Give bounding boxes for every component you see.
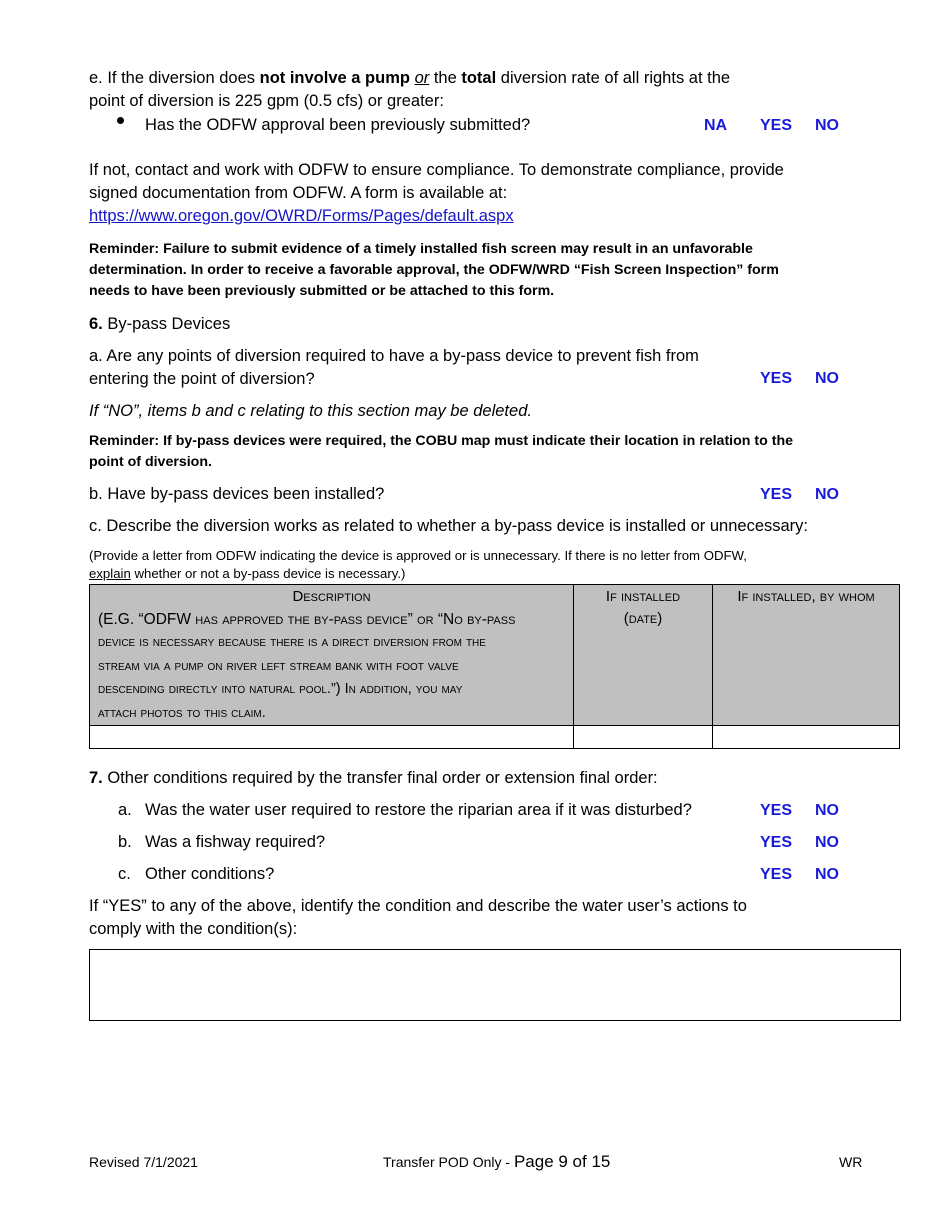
instruction-line1: (Provide a letter from ODFW indicating the device is approved or is unnecessary. If there is no letter from ODFW, [89, 548, 747, 563]
reminder-e-line3: needs to have been previously submitted or be attached to this form. [89, 283, 555, 299]
q7a-yes[interactable]: YES [760, 802, 793, 819]
reminder-e-line2: determination. In order to receive a favorable approval, the ODFW/WRD “Fish Screen Inspection” form [89, 262, 779, 278]
reminder-e-line1: Reminder: Failure to submit evidence of a timely installed fish screen may result in an unfavorable [89, 241, 753, 257]
bold-total: total [461, 69, 497, 87]
description-cell[interactable] [90, 726, 574, 749]
explain-underlined: explain [89, 566, 131, 581]
q7a-letter: a. [118, 801, 132, 819]
description-example-line3: stream via a pump on river left stream bank with foot valve [98, 657, 459, 674]
section6-note: If “NO”, items b and c relating to this section may be deleted. [89, 402, 532, 420]
section6-number: 6. [89, 315, 103, 333]
footer-page-number: Page 9 of 15 [513, 1152, 611, 1171]
description-header-cell [90, 585, 574, 726]
q7b-yes[interactable]: YES [760, 834, 793, 851]
section-e-line2: point of diversion is 225 gpm (0.5 cfs) or greater: [89, 92, 444, 110]
table-row[interactable] [90, 726, 900, 749]
q6c: c. Describe the diversion works as related to whether a by-pass device is installed or unnecessary: [89, 517, 809, 535]
q7c-yes[interactable]: YES [760, 866, 793, 883]
text-span: e. If the diversion does [89, 69, 260, 87]
installed-date-header-line1: If installed [605, 588, 681, 605]
table-header-row [90, 585, 900, 726]
contact-line2: signed documentation from ODFW. A form is available at: [89, 184, 508, 202]
option-na[interactable]: NA [704, 117, 728, 134]
q7c-text: Other conditions? [145, 865, 275, 883]
installed-by-header: If installed, by whom [737, 588, 875, 605]
text-span: whether or not a by-pass device is necessary.) [130, 566, 406, 581]
q7b-text: Was a fishway required? [145, 833, 326, 851]
italic-or: or [414, 69, 430, 87]
section6-title: By-pass Devices [102, 315, 231, 333]
conditions-response-box[interactable] [89, 949, 901, 1021]
installed-date-cell[interactable] [574, 726, 713, 749]
description-header: Description [292, 588, 371, 605]
form-link-text[interactable]: https://www.oregon.gov/OWRD/Forms/Pages/default.aspx [89, 207, 514, 225]
section7-heading [89, 767, 658, 790]
description-example-line5: attach photos to this claim. [98, 704, 266, 721]
installed-by-cell[interactable] [713, 726, 900, 749]
section7-follow-line1: If “YES” to any of the above, identify the condition and describe the water user’s actions to [89, 897, 747, 915]
description-example-line2: device is necessary because there is a direct diversion from the [98, 634, 486, 650]
description-example-line1: (E.G. “ODFW has approved the by-pass device” or “No by-pass [98, 611, 516, 628]
bold-not-pump: not involve a pump [259, 69, 410, 87]
footer-center [383, 1152, 610, 1172]
footer-revised: Revised 7/1/2021 [89, 1154, 198, 1170]
q6a-line1: a. Are any points of diversion required to have a by-pass device to prevent fish from [89, 347, 699, 365]
q6a-line2: entering the point of diversion? [89, 370, 315, 388]
q7c-letter: c. [118, 865, 131, 883]
reminder-6-line1: Reminder: If by-pass devices were required, the COBU map must indicate their location in relation to the [89, 433, 794, 449]
q7c-no[interactable]: NO [815, 866, 839, 883]
instruction-line2 [89, 565, 405, 583]
q6b: b. Have by-pass devices been installed? [89, 485, 385, 503]
bypass-device-table [89, 584, 900, 749]
q7b-letter: b. [118, 833, 132, 851]
option-no[interactable]: NO [815, 117, 839, 134]
reminder-6-line2: point of diversion. [89, 454, 212, 470]
text-span: the [429, 69, 462, 87]
footer-code: WR [839, 1154, 863, 1170]
description-example-line4: descending directly into natural pool.”) In addition, you may [98, 681, 463, 697]
section7-number: 7. [89, 769, 103, 787]
section7-title: Other conditions required by the transfer final order or extension final order: [102, 769, 658, 787]
bullet-icon [117, 117, 124, 124]
installed-date-header-cell [574, 585, 713, 726]
q7a-text: Was the water user required to restore the riparian area if it was disturbed? [145, 801, 692, 819]
option-yes[interactable]: YES [760, 117, 793, 134]
text-span: diversion rate of all rights at the [496, 69, 731, 87]
section6-heading [89, 313, 230, 336]
q6a-no[interactable]: NO [815, 370, 839, 387]
q6a-yes[interactable]: YES [760, 370, 793, 387]
contact-line1: If not, contact and work with ODFW to ensure compliance. To demonstrate compliance, provide [89, 161, 784, 179]
form-link[interactable] [89, 205, 514, 228]
q6b-yes[interactable]: YES [760, 486, 793, 503]
section7-follow-line2: comply with the condition(s): [89, 920, 298, 938]
q7b-no[interactable]: NO [815, 834, 839, 851]
installed-by-header-cell [713, 585, 900, 726]
q6b-no[interactable]: NO [815, 486, 839, 503]
footer-form-name: Transfer POD Only - [383, 1154, 514, 1170]
section-e-line1 [89, 67, 889, 90]
q7a-no[interactable]: NO [815, 802, 839, 819]
odfw-approval-question: Has the ODFW approval been previously submitted? [145, 116, 531, 134]
installed-date-header-line2: (date) [623, 610, 663, 627]
